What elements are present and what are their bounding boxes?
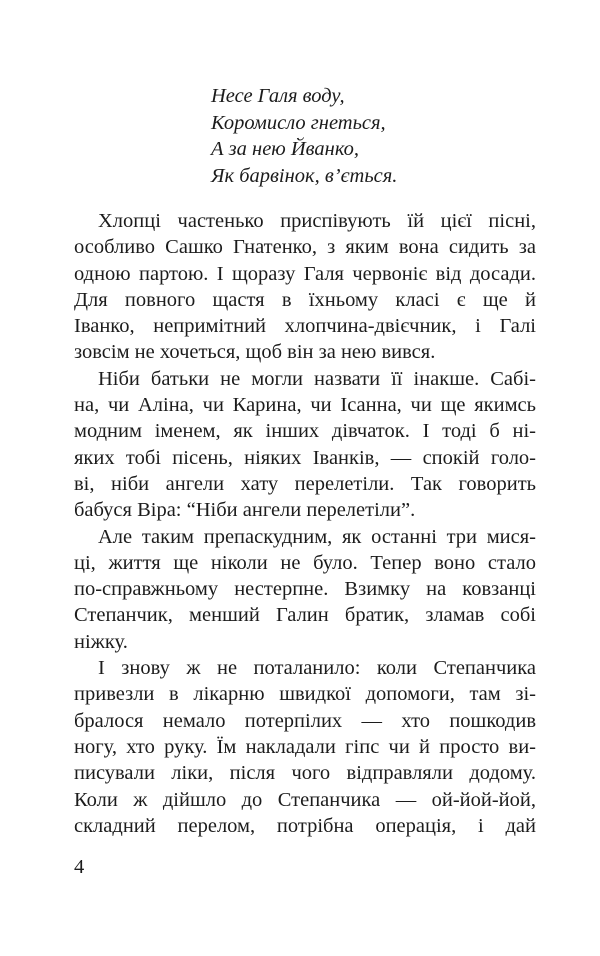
text-line: бралося немало потерпілих — хто пошкодив bbox=[74, 709, 536, 732]
text-line: Коли ж дійшло до Степанчика — ой-йой-йой, bbox=[74, 788, 536, 811]
text-line: особливо Сашко Гнатенко, з яким вона сидить за bbox=[74, 236, 536, 259]
poem-line: А за нею Йванко, bbox=[211, 138, 360, 160]
text-line: на, чи Аліна, чи Карина, чи Ісанна, чи ще якимсь bbox=[74, 394, 536, 417]
paragraph-4 bbox=[74, 655, 536, 839]
paragraph-1 bbox=[74, 208, 536, 366]
text-line: ногу, хто руку. Їм накладали гіпс чи й просто ви- bbox=[74, 735, 536, 758]
text-line: Іванко, непримітний хлопчина-двієчник, і Галі bbox=[74, 315, 536, 338]
text-line: яких тобі пісень, ніяких Іванків, — спокій голо- bbox=[74, 446, 536, 469]
text-line: привезли в лікарню швидкої допомоги, там зі- bbox=[74, 683, 536, 706]
poem-stanza bbox=[211, 83, 397, 189]
text-line: Для повного щастя в їхньому класі є ще й bbox=[74, 288, 536, 311]
text-line: по-справжньому нестерпне. Взимку на ковзанці bbox=[74, 578, 536, 601]
text-line: Але таким препаскудним, як останні три мися- bbox=[98, 525, 536, 548]
text-line: І знову ж не поталанило: коли Степанчика bbox=[98, 657, 536, 680]
poem-line: Несе Галя воду, bbox=[211, 85, 345, 107]
text-line: ці, життя ще ніколи не було. Тепер воно стало bbox=[74, 551, 536, 574]
prose-body bbox=[74, 208, 536, 839]
paragraph-3 bbox=[74, 524, 536, 655]
text-line: ніжку. bbox=[74, 630, 128, 653]
text-line: Хлопці частенько приспівують їй цієї пісні, bbox=[98, 210, 536, 232]
poem-line: Як барвінок, в’ється. bbox=[211, 164, 398, 187]
text-line: зовсім не хочеться, щоб він за нею вився. bbox=[74, 341, 436, 364]
text-line: Ніби батьки не могли назвати її інакше. Сабі- bbox=[98, 367, 536, 390]
poem-line: Коромисло гнеться, bbox=[211, 111, 386, 134]
text-line: одною партою. І щоразу Галя червоніє від досади. bbox=[74, 262, 536, 285]
text-line: Степанчик, менший Галин братик, зламав собі bbox=[74, 604, 536, 627]
page-number: 4 bbox=[74, 856, 85, 878]
text-line: писували ліки, після чого відправляли додому. bbox=[74, 762, 536, 785]
text-line: ві, ніби ангели хату перелетіли. Так говорить bbox=[74, 472, 536, 495]
paragraph-2 bbox=[74, 366, 536, 524]
text-line: складний перелом, потрібна операція, і дай bbox=[74, 814, 536, 837]
text-line: модним іменем, як інших дівчаток. І тоді б ні- bbox=[74, 420, 536, 443]
text-line: бабуся Віра: “Ніби ангели перелетіли”. bbox=[74, 499, 416, 522]
